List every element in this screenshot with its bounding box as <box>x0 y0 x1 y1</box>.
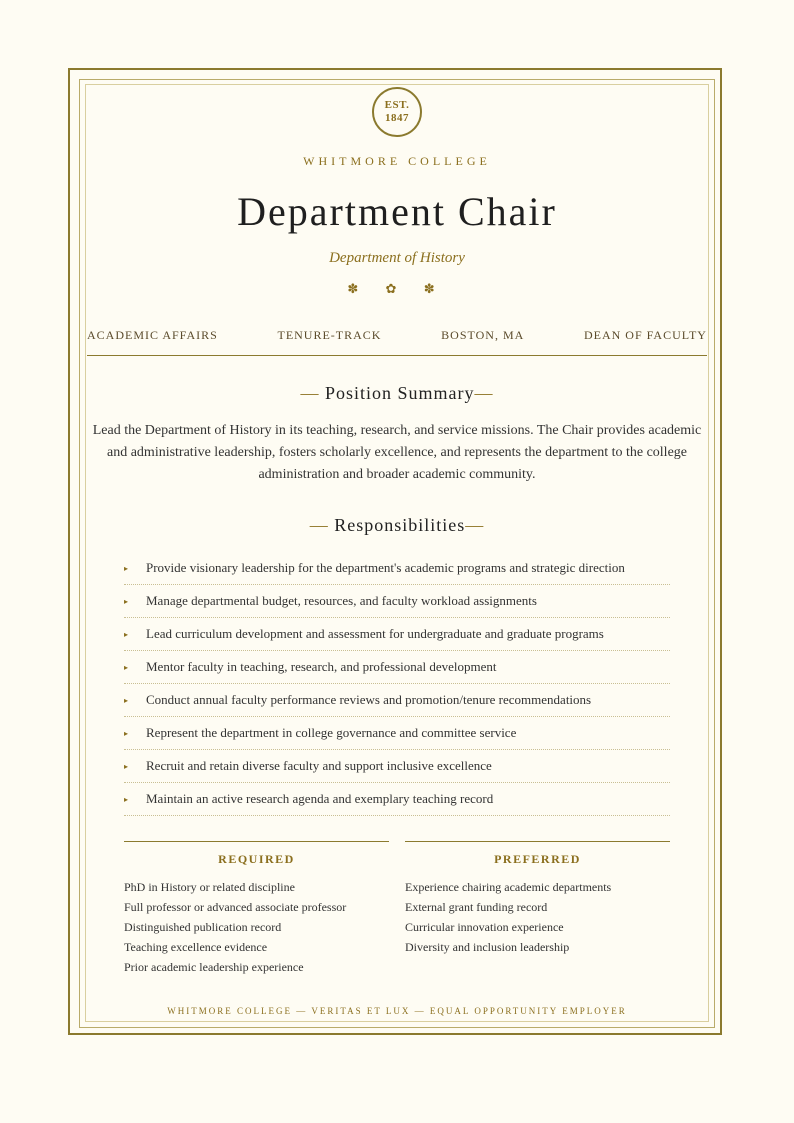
summary-heading <box>0 383 794 404</box>
established-seal <box>372 87 422 137</box>
triangle-bullet-icon: ▸ <box>124 563 129 573</box>
meta-reports-to: DEAN OF FACULTY <box>583 328 707 342</box>
list-item-text: Conduct annual faculty performance reviews and promotion/tenure recommendations <box>146 692 592 707</box>
list-item: Distinguished publication record <box>124 920 282 934</box>
meta-bar <box>87 328 707 356</box>
heading-dash: — <box>465 515 485 535</box>
required-list <box>124 877 389 977</box>
department-subtitle: Department of History <box>329 250 465 266</box>
meta-division: ACADEMIC AFFAIRS <box>87 328 218 342</box>
heading-dash: — <box>309 515 335 535</box>
summary-text: Lead the Department of History in its teaching, research, and service missions. The Chair provides academic and administrative leadership, fosters scholarly excellence, and represents the department to the college administration and broader academic community. <box>92 423 702 482</box>
list-item: Diversity and inclusion leadership <box>405 940 570 954</box>
preferred-qualifications <box>405 841 670 957</box>
meta-location: BOSTON, MA <box>441 328 525 342</box>
list-item <box>124 618 670 651</box>
summary-heading-text: Position Summary <box>324 383 475 403</box>
heading-dash: — <box>474 383 494 403</box>
preferred-heading: PREFERRED <box>494 852 581 866</box>
heading-dash: — <box>300 383 325 403</box>
list-item-text: Mentor faculty in teaching, research, and professional development <box>146 659 497 674</box>
seal-line-2: 1847 <box>385 112 409 124</box>
seal-line-1: EST. <box>384 99 410 111</box>
list-item: PhD in History or related discipline <box>124 880 295 894</box>
required-qualifications <box>124 841 389 977</box>
triangle-bullet-icon: ▸ <box>124 629 129 639</box>
list-item-text: Maintain an active research agenda and exemplary teaching record <box>146 791 494 806</box>
preferred-list <box>405 877 670 957</box>
list-item-text: Provide visionary leadership for the department's academic programs and strategic direction <box>146 560 625 575</box>
required-heading: REQUIRED <box>218 852 295 866</box>
triangle-bullet-icon: ▸ <box>124 761 129 771</box>
list-item: Prior academic leadership experience <box>124 960 304 974</box>
list-item <box>124 783 670 816</box>
triangle-bullet-icon: ▸ <box>124 728 129 738</box>
list-item: Experience chairing academic departments <box>405 880 612 894</box>
list-item: Curricular innovation experience <box>405 920 564 934</box>
ornament-flourish: ✽ ✿ ✽ <box>347 281 447 296</box>
list-item <box>124 684 670 717</box>
list-item-text: Lead curriculum development and assessment for undergraduate and graduate programs <box>146 626 604 641</box>
triangle-bullet-icon: ▸ <box>124 662 129 672</box>
triangle-bullet-icon: ▸ <box>124 596 129 606</box>
list-item <box>124 717 670 750</box>
responsibilities-list <box>124 552 670 816</box>
responsibilities-heading-text: Responsibilities <box>334 515 466 535</box>
triangle-bullet-icon: ▸ <box>124 794 129 804</box>
list-item-text: Manage departmental budget, resources, and faculty workload assignments <box>146 593 537 608</box>
triangle-bullet-icon: ▸ <box>124 695 129 705</box>
responsibilities-heading <box>0 515 794 536</box>
list-item <box>124 585 670 618</box>
footer-text: WHITMORE COLLEGE — VERITAS ET LUX — EQUAL OPPORTUNITY EMPLOYER <box>167 1006 627 1016</box>
list-item: Full professor or advanced associate professor <box>124 900 347 914</box>
list-item: External grant funding record <box>405 900 548 914</box>
list-item-text: Represent the department in college governance and committee service <box>146 725 517 740</box>
college-name: WHITMORE COLLEGE <box>303 154 491 168</box>
meta-track: TENURE-TRACK <box>277 328 382 342</box>
list-item <box>124 750 670 783</box>
list-item <box>124 552 670 585</box>
list-item: Teaching excellence evidence <box>124 940 268 954</box>
page-title: Department Chair <box>237 189 557 234</box>
list-item <box>124 651 670 684</box>
list-item-text: Recruit and retain diverse faculty and support inclusive excellence <box>146 758 492 773</box>
